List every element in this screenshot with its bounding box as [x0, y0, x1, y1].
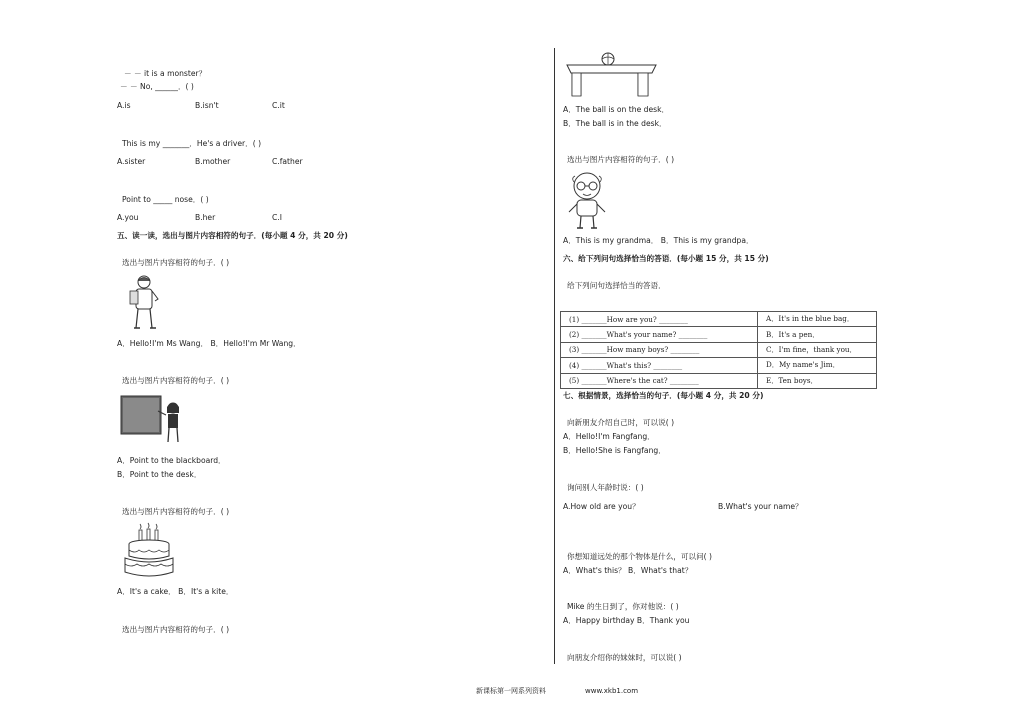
- question-text: 向新朋友介绍自己时，可以说( ): [567, 418, 675, 427]
- table-row: [561, 342, 877, 357]
- answer-option-b: B.What's your name？: [718, 502, 803, 511]
- cake-picture: [120, 520, 178, 580]
- answer-options: A．What's this？ B．What's that？: [563, 566, 693, 575]
- answer-option-b: B．Point to the desk．: [117, 470, 202, 479]
- table-row: [561, 373, 877, 388]
- grandpa-picture: [563, 170, 611, 232]
- option-a: A.you: [117, 213, 139, 222]
- table-question: (5) _______Where's the cat? ________: [561, 373, 758, 388]
- question-text: This is my _______．He's a driver．( ): [122, 139, 262, 148]
- footer-website-link[interactable]: www.xkb1.com: [585, 687, 639, 695]
- answer-options: A．Happy birthday B．Thank you: [563, 616, 690, 625]
- table-answer: C．I'm fine，thank you．: [758, 342, 877, 357]
- section-intro: 给下列问句选择恰当的答语．: [567, 281, 666, 290]
- table-answer: D．My name's Jim．: [758, 358, 877, 373]
- answer-options: A．This is my grandma． B．This is my grandpa．: [563, 236, 754, 245]
- question-text: Point to _____ nose．( ): [122, 195, 209, 204]
- matching-table: [560, 311, 877, 389]
- table-answer: A．It's in the blue bag．: [758, 312, 877, 327]
- table-row: [561, 327, 877, 342]
- footer-source: 新课标第一网系列资料: [476, 687, 546, 695]
- answer-option-b: B．Hello!She is Fangfang．: [563, 446, 666, 455]
- question-text: 选出与图片内容相符的句子．( ): [567, 155, 675, 164]
- question-text: － － No, ______．( ): [120, 82, 194, 91]
- question-text: 询问别人年龄时说：( ): [567, 483, 644, 492]
- table-question: (1) _______How are you? ________: [561, 312, 758, 327]
- table-question: (2) _______What's your name? ________: [561, 327, 758, 342]
- teacher-man-picture: [122, 273, 162, 331]
- table-row: [561, 312, 877, 327]
- section-heading: 六、给下列问句选择恰当的答语．(每小题 15 分，共 15 分): [563, 254, 769, 263]
- question-text: － － it is a monster？: [124, 69, 207, 78]
- column-divider: [554, 48, 555, 664]
- question-text: 选出与图片内容相符的句子．( ): [122, 625, 230, 634]
- answer-option-a: A．Hello!I'm Fangfang．: [563, 432, 655, 441]
- option-b: B.isn't: [195, 101, 219, 110]
- option-c: C.it: [272, 101, 285, 110]
- desk-ball-picture: [564, 50, 659, 98]
- question-text: Mike 的生日到了，你对他说：( ): [567, 602, 679, 611]
- question-text: 向朋友介绍你的妹妹时，可以说( ): [567, 653, 682, 662]
- table-question: (3) _______How many boys? ________: [561, 342, 758, 357]
- answer-options: A．Hello!I'm Ms Wang． B．Hello!I'm Mr Wang．: [117, 339, 301, 348]
- answer-options: A．It's a cake． B．It's a kite．: [117, 587, 234, 596]
- answer-option-b: B．The ball is in the desk．: [563, 119, 667, 128]
- option-c: C.I: [272, 213, 282, 222]
- question-text: 选出与图片内容相符的句子．( ): [122, 376, 230, 385]
- option-c: C.father: [272, 157, 303, 166]
- option-a: A.sister: [117, 157, 146, 166]
- table-question: (4) _______What's this? ________: [561, 358, 758, 373]
- question-text: 选出与图片内容相符的句子．( ): [122, 507, 230, 516]
- question-text: 选出与图片内容相符的句子．( ): [122, 258, 230, 267]
- table-answer: E．Ten boys．: [758, 373, 877, 388]
- table-row: [561, 358, 877, 373]
- blackboard-picture: [120, 393, 186, 445]
- question-text: 你想知道远处的那个物体是什么，可以问( ): [567, 552, 713, 561]
- answer-option-a: A．The ball is on the desk．: [563, 105, 670, 114]
- answer-option-a: A.How old are you？: [563, 502, 640, 511]
- option-b: B.her: [195, 213, 216, 222]
- option-b: B.mother: [195, 157, 231, 166]
- option-a: A.is: [117, 101, 131, 110]
- section-heading: 七、根据情景，选择恰当的句子．(每小题 4 分，共 20 分): [563, 391, 764, 400]
- answer-option-a: A．Point to the blackboard．: [117, 456, 226, 465]
- table-answer: B．It's a pen．: [758, 327, 877, 342]
- section-heading: 五、读一读，选出与图片内容相符的句子．(每小题 4 分，共 20 分): [117, 231, 348, 240]
